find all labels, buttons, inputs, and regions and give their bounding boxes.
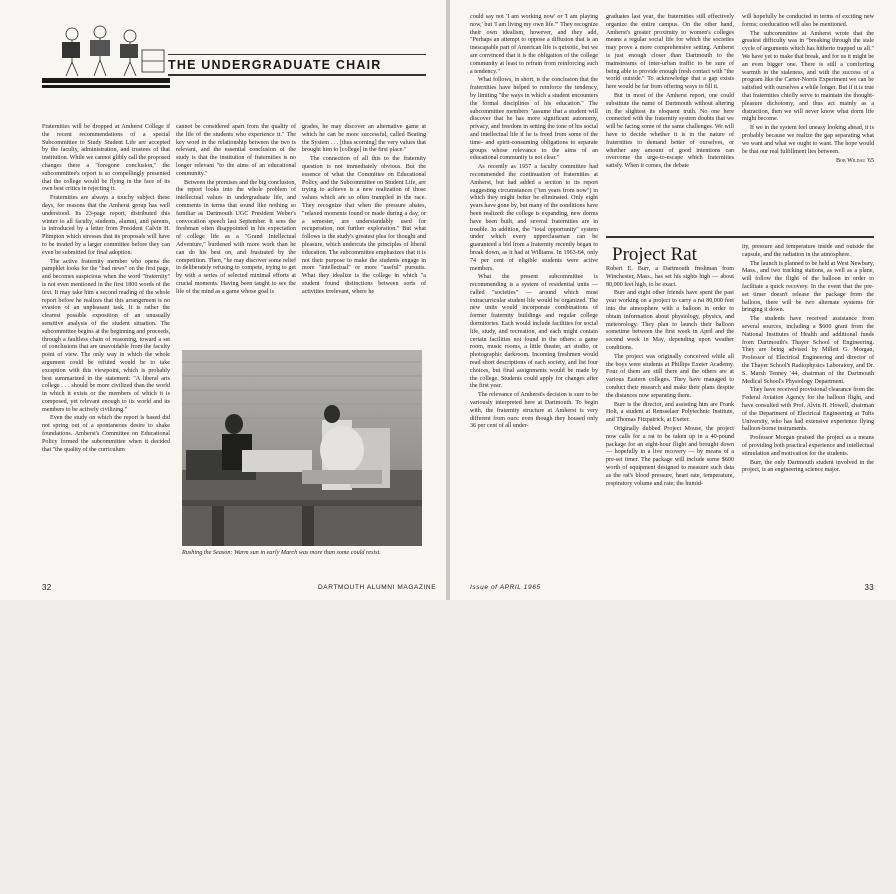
photo-credit: Bill Rodell '67 <box>370 889 396 894</box>
project-rat-column-2 <box>742 244 874 576</box>
paragraph: They have received provisional clearance from the Federal Aviation Agency for the balloon flight, and have consulted with Prof. Alvin H. Howell, chairman of the Department of Electrical Engineering at Tufts University, who has had extensive experience flying balloon-borne instruments. <box>742 387 874 433</box>
paragraph: If we in the system feel uneasy looking ahead, it is probably because we realize the gap separating what we want and what we ought to want. The hope would be that our real fulfillment lies between. <box>742 125 874 155</box>
paragraph: Fraternities are always a touchy subject these days, for reasons that the Amherst group has well understood. Its 23-page report, distributed this winter to all faculty, students, alumni, and parents, is introduced by a letter from President Calvin H. Plimpton which stresses that its proposals will have to be treated by a larger committee before they can even be submitted for final adoption. <box>42 195 170 256</box>
paragraph: But in most of the Amherst report, one could substitute the name of Dartmouth without altering in the slightest its eloquent truth. No one here connected with the fraternity system doubts that we will be facing some of the same challenges. We will have to decide whether it is in the nature of fraternities to demand better of ourselves, or whether any amount of good intentions can overcome the urge-to-escape which fraternities satisfy. When it comes, the debate <box>606 92 734 170</box>
paragraph: Burr, the only Dartmouth student involved in the project, is an engineering science major. <box>742 459 874 474</box>
paragraph: Originally dubbed Project Mouse, the project now calls for a rat to be taken up in a 40-pound package for an eight-hour flight and brought down — hopefully in a live recovery — by means of a pre-set timer. The package will include some $600 worth of equipment designed to measure such data as the rat's blood pressure, heart rate, temperature, respiratory volume and rate; the humid- <box>606 425 734 487</box>
paragraph: cannot be considered apart from the quality of the life of the students who experience it." The key word in the relationship between the two is relevant, and the essential conclusion of the study is that the institution of fraternities is no longer relevant "to the aims of an educational community." <box>176 124 296 177</box>
paragraph: Professor Morgan praised the project as a means of providing both practical experience and intellectual stimulation and motivation for the students. <box>742 435 874 457</box>
paragraph: The students have received assistance from several sources, including a $600 grant from the National Institutes of Health and additional funds from Dartmouth's Thayer School of Engineering. They are being advised by Millett G. Morgan, Professor of Electrical Engineering and director of the Thayer School's Radiophysics Laboratory, and Dr. S. Marsh Tenney '44, chairman of the Dartmouth Medical School's Physiology Department. <box>742 316 874 385</box>
paragraph: graduates last year, the fraternities still effectively organize the entire campus. On the other hand, Amherst's greater proximity to women's colleges means a regular social life for which the societies may prove a more comprehensive setting. Amherst is just enough closer than Dartmouth to the mainstreams of inter-urban traffic to be sure of being able to provide enough fresh contact with "the world outside." To acknowledge that a gap exists here would be far from offering ways to fill it. <box>606 14 734 91</box>
issue-date: Issue of APRIL 1965 <box>470 584 541 591</box>
paragraph: As recently as 1957 a faculty committee had recommended the continuation of fraternities at Amherst, but had added a section to its report suggesting circumstances ("ten years from now") in which they might better be eliminated. Only eight years have gone by, but many of the conditions have been realized: the college is expanding, new dorms have been built, and several fraternities are in trouble. In addition, the "total opportunity" system under which every upperclassman can be guaranteed a bid from a fraternity recently began to break down, as it had at Williams. In 1963-64, only 74 per cent of eligible students were active members. <box>470 164 598 272</box>
right-column-1 <box>470 14 598 574</box>
paragraph: grades, he may discover an alternative game at which he can be more successful, called Beating the System . . . [thus scorning] the very values that brought him to [college] in the first place." <box>302 124 426 154</box>
paragraph: ity, pressure and temperature inside and outside the capsule, and the radiation in the atmosphere. <box>742 244 874 258</box>
left-column-1 <box>42 124 170 592</box>
photo-caption: Rushing the Season: Warm sun in early March was more than some could resist. <box>182 549 381 556</box>
right-page <box>450 0 896 600</box>
author-signature: Bob Wildau '65 <box>836 158 874 165</box>
paragraph: Robert E. Burr, a Dartmouth freshman from Winchester, Mass., has set his sights high — about 80,000 feet high, to be exact. <box>606 266 734 288</box>
title-rule-top <box>168 54 426 55</box>
paragraph: What follows, in short, is the conclusion that the fraternities have helped to reinforce the tendency, by limiting "the ways in which a student encounters the formal disciplines of his education." The subcommittee members "assume that a student will discover that he has more significant autonomy, privacy, and freedom in setting the tone of his social and intellectual life if he is freed from some of the time- and spirit-consuming obligations to separate groups whose relevance to the aims of an educational community is not clear." <box>470 77 598 162</box>
paragraph: What the present subcommittee is recommending is a system of residential units — called "societies" — around which most extracurricular student life would be organized. The new units would incorporate combinations of former fraternity buildings and regular college dormitories. Each would include facilities for social life, study, and recreation, and each might contain certain facilities not found in the others: a game room, music rooms, a little theater, art studio, or photographic darkroom. Incoming freshmen would read short descriptions of each society, and list four choices, but final assignments would be made by the college. Students could apply for changes after the first year. <box>470 274 598 390</box>
paragraph: will hopefully be conducted in terms of exciting new forms; coeducation will also be mentioned. <box>742 14 874 28</box>
paragraph: The project was originally conceived while all the boys were students at Phillips Exeter Academy. Four of them are still there and the others are at various Eastern colleges. They have managed to conduct their research and make their plans despite the distances now separating them. <box>606 353 734 399</box>
column-header-illustration <box>42 20 170 90</box>
left-column-3 <box>302 124 426 334</box>
page-number-right: 33 <box>864 583 874 592</box>
paragraph: Burr is the director, and assisting him are Frank Holt, a student at Rensselaer Polytechnic Institute, and Thomas Fitzpatrick, at Exeter. <box>606 401 734 424</box>
paragraph: Burr and eight other friends have spent the past year working on a project to carry a rat 80,000 feet into the atmosphere with a balloon in order to obtain information about physiology, physics, and meteorology. They plan to launch their balloon sometime between the first week in April and the second week in May, depending upon weather conditions. <box>606 290 734 351</box>
right-column-2 <box>606 14 734 230</box>
title-rule-bottom <box>168 74 426 76</box>
left-column-2 <box>176 124 296 334</box>
magazine-name: DARTMOUTH ALUMNI MAGAZINE <box>318 584 437 591</box>
section-divider <box>606 236 874 238</box>
section-title: THE UNDERGRADUATE CHAIR <box>168 58 382 72</box>
paragraph: The active fraternity member who opens the pamphlet looks for the "bad news" on the first page, and becomes suspicious when the word "fraternity" is not even mentioned in the first 1800 words of the text. It may take him a second reading of the whole report before he realizes that this arrangement is no evasion of an unpleasant task. It is rather the clearest possible exposition of an unusually sensitive analysis of the student situation. The subcommittee begins at the beginning and proceeds, through a faultless chain of reasoning, toward a set of conclusions that are unavoidable from the faculty point of view. The only way in which the whole argument could be refuted would be to take exception with this viewpoint, which is probably best summarized in the statement: "A liberal arts college . . . should be more civilized than the world in which it exists or the members of which it is composed, yet relevant enough to its world and its members to be actively civilizing." <box>42 258 170 413</box>
photo-image <box>182 350 422 546</box>
paragraph: The connection of all this to the fraternity question is not immediately obvious. But the essence of what the Committee on Educational Policy, and the Subcommittee on Student Life, are trying to achieve is a new realization of those values which are so often trampled in the race. They recognize that when the pressure abates, "relaxed moments found or made during a day, or a semester, are understandably used for recuperation, not further exploration." But what follows is the study's greatest plea for thought and pleasure, which undercuts the principles of liberal education. The subcommittee emphasizes that it is not their purpose to make the students engage in more "intellectual" or more "useful" pursuits. What they idealize is the college in which "a student found distinctions between sorts of activities irrelevant, where he <box>302 156 426 295</box>
right-column-3 <box>742 14 874 230</box>
paragraph: Between the premises and the big conclusion, the report looks into the whole problem of intellectual values in undergraduate life, and comments in terms that sound like nothing so familiar as Dartmouth UGC President Weber's convocation speech last September. It sees the freshman often disappointed in his expectation of college life as a "Grand Intellectual Adventure," burdened with more work than he can do his best on, and frustrated by the competition. Then, "he may discover some relief in deliberately refusing to compete, trying to get by with a series of selected minimal efforts at crucial moments. Having been taught to see the life of the mind as a game whose goal is <box>176 179 296 295</box>
paragraph: The relevance of Amherst's decision is sure to be variously interpreted here at Dartmouth. To begin with, the fraternity structure at Amherst is very different from ours: even though they housed only 36 per cent of all under- <box>470 392 598 430</box>
project-rat-column-1 <box>606 266 734 576</box>
paragraph: The subcommittee at Amherst wrote that the greatest difficulty was in "breaking through the stale cycle of arguments which has hitherto trapped us all." We have yet to make that break, and for us it might be an even bigger one. There is still a comforting warmth in the staleness, and with the success of a program like the Carter-Norris Experiment we can be satisfied with ourselves a while longer. But if it is true that fraternities chiefly serve to maintain the thought-pleasure dichotomy, and thus act mainly as a distraction, then we will never know what dorm life might become. <box>742 30 875 123</box>
paragraph: The launch is planned to be held at West Newbury, Mass., and two tracking stations, as well as a plane, will follow the flight of the balloon in order to facilitate a quick recovery. In the event that the pre-set timer doesn't release the package from the balloon, there will be two alternate systems for bringing it down. <box>742 260 874 314</box>
paragraph: Even the study on which the report is based did not spring out of a spontaneous desire to shake foundations. Amherst's Committee on Educational Policy formed the subcommittee when it decided that "the quality of the curriculum <box>42 415 170 453</box>
page-number-left: 32 <box>42 583 52 592</box>
project-rat-title: Project Rat <box>612 244 697 265</box>
left-page <box>0 0 446 894</box>
paragraph: could say not 'I am working now' or 'I am playing now,' but 'I am living my own life.'" They recognize their own idealism, however, and they add, "Perhaps an attempt to oppose a diffusion that is an inescapable part of American life is quixotic, but we are convinced that it is the obligation of the college community at least to refrain from reinforcing such a tendency." <box>470 14 598 75</box>
paragraph: Fraternities will be dropped at Amherst College if the recent recommendations of a special Subcommittee to Study Student Life are accepted by the faculty, administration, and trustees of that institution. While we cannot glibly call the proposed changes there a "foregone conclusion," the subcommittee's report is so compellingly presented that the college would be flying in the face of its own best critics in rejecting it. <box>42 124 170 193</box>
